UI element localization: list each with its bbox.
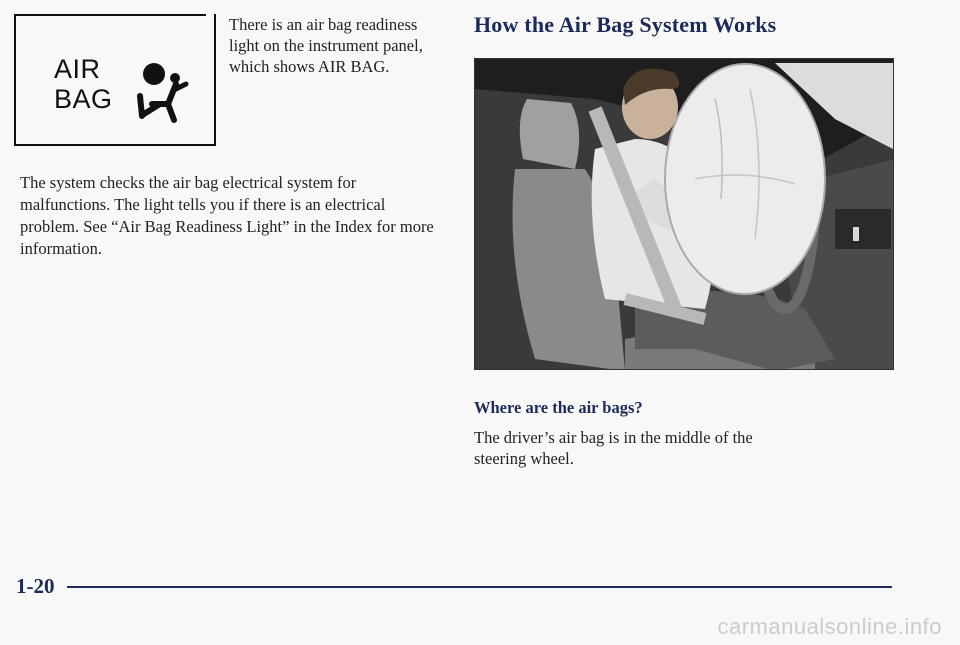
indicator-label — [54, 54, 113, 114]
section-heading: How the Air Bag System Works — [474, 12, 777, 37]
page-number: 1-20 — [16, 574, 55, 598]
airbag-light-intro-text: There is an air bag readiness light on the instrument panel, which shows AIR BAG. — [229, 15, 423, 76]
system-check-paragraph: The system checks the air bag electrical system for malfunctions. The light tells you if there is an electrical problem. See “Air Bag Readiness Light” in the Index for more information. — [20, 173, 434, 258]
airbag-indicator-box — [14, 14, 216, 146]
airbag-location-question: Where are the air bags? — [474, 398, 643, 417]
driver-airbag-deployment-illustration — [474, 58, 894, 370]
source-watermark: carmanualsonline.info — [717, 614, 942, 639]
indicator-label-air: AIR — [54, 54, 101, 84]
indicator-label-bag: BAG — [54, 84, 113, 114]
seated-passenger-airbag-icon — [130, 60, 200, 126]
indicator-box-top-border — [16, 14, 206, 16]
airbag-location-answer: The driver’s air bag is in the middle of the steering wheel. — [474, 428, 753, 468]
illustration-drawing — [475, 59, 894, 370]
footer-rule — [67, 586, 892, 588]
